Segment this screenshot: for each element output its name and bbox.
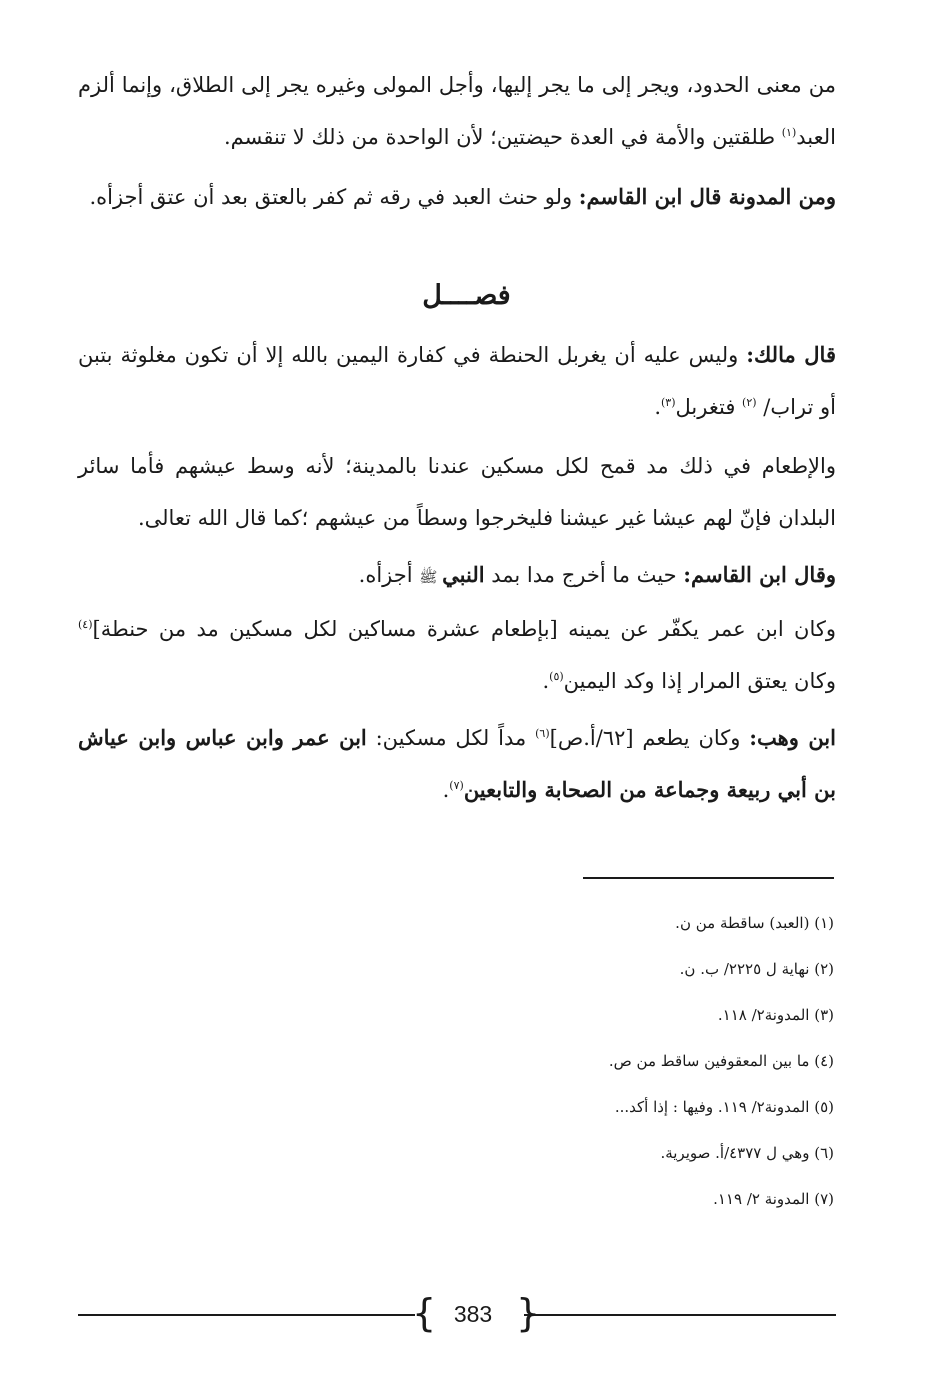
paragraph-7-text-2: مداً لكل مسكين: [366,726,536,750]
paragraph-4 [78,440,836,544]
footer-rule-right [524,1314,836,1316]
salawat-icon: ﷺ [419,568,443,586]
paragraph-7-lead: ابن وهب: [749,725,836,750]
footnote-3: (٣) المدونة٢/ ١١٨. [717,1006,834,1024]
paragraph-7 [78,712,836,816]
page-number: 383 [453,1301,493,1327]
footnote-4: (٤) ما بين المعقوفين ساقط من ص. [608,1052,834,1070]
paragraph-7-text: وكان يطعم [٦٢/أ.ص] [549,726,750,750]
paragraph-3 [78,329,836,433]
paragraph-2-text: ولو حنث العبد في رقه ثم كفر بالعتق بعد أن عتق أجزأه. [89,185,579,209]
paragraph-6 [78,603,836,707]
footnote-1: (١) (العبد) ساقطة من ن. [675,914,834,932]
paragraph-6-text: وكان ابن عمر يكفّر عن يمينه [بإطعام عشرة مساكين لكل مسكين مد من حنطة] [92,617,836,641]
section-heading: فصــــل [422,280,511,311]
footnote-ref-3: (٣) [661,396,676,409]
paragraph-5-lead: وقال ابن القاسم: [683,562,836,587]
footnote-ref-7: (٧) [449,779,464,792]
paragraph-5-prophet: النبي [442,562,485,587]
footnote-ref-4: (٤) [78,618,93,631]
footnote-ref-5: (٥) [549,670,564,683]
paragraph-6-text-3: . [542,669,550,693]
footnote-7: (٧) المدونة ٢/ ١١٩. [713,1190,834,1208]
footer-rule-left [78,1314,415,1316]
footnote-separator [583,877,834,879]
paragraph-2 [78,171,836,223]
footnote-ref-2: (٢) [742,396,757,409]
paragraph-2-lead: ومن المدونة قال ابن القاسم: [578,184,836,209]
footnote-6: (٦) وهي ل ٤٣٧٧/أ. صويرية. [660,1144,834,1162]
paragraph-1-text-2: طلقتين والأمة في العدة حيضتين؛ لأن الواحدة من ذلك لا تنقسم. [223,125,782,149]
paragraph-1-text: من معنى الحدود، ويجر إلى ما يجر إليها، وأجل المولى وغيره يجر إلى الطلاق، وإنما ألزم العبد [78,73,836,149]
paragraph-1 [78,59,836,163]
paragraph-7-names: ابن عمر وابن عباس وابن عياش بن أبي ربيعة وجماعة من الصحابة والتابعين [78,725,836,802]
paragraph-5-text-2: أجزأه. [358,563,420,587]
paragraph-3-text-2: فتغربل [675,395,743,419]
paragraph-6-text-2: وكان يعتق المرار إذا وكد اليمين [563,669,836,693]
paragraph-3-text: وليس عليه أن يغربل الحنطة في كفارة اليمين بالله إلا أن تكون مغلوثة بتبن أو تراب/ [78,343,836,419]
close-brace-icon: } [516,1291,541,1335]
open-brace-icon: { [412,1291,437,1335]
footnote-ref-1: (١) [781,126,797,139]
paragraph-5-text: حيث ما أخرج مدا بمد [484,563,684,587]
footnote-2: (٢) نهاية ل ٢٢٢٥/ ب. ن. [679,960,834,978]
footnote-5: (٥) المدونة٢/ ١١٩. وفيها : إذا أكد... [614,1098,834,1116]
paragraph-7-text-3: . [442,778,450,802]
paragraph-3-lead: قال مالك: [746,342,836,367]
paragraph-4-text: والإطعام في ذلك مد قمح لكل مسكين عندنا بالمدينة؛ لأنه وسط عيشهم فأما سائر البلدان فإنّ لهم عيشا غير عيشنا فليخرجوا وسطاً من عيشهم ؛كما قال الله تعالى. [78,454,836,530]
paragraph-5 [78,549,836,603]
page-footer [78,1290,836,1340]
footnote-ref-6: (٦) [535,727,550,740]
footnotes-list [478,900,834,1222]
paragraph-3-text-3: . [654,395,661,419]
